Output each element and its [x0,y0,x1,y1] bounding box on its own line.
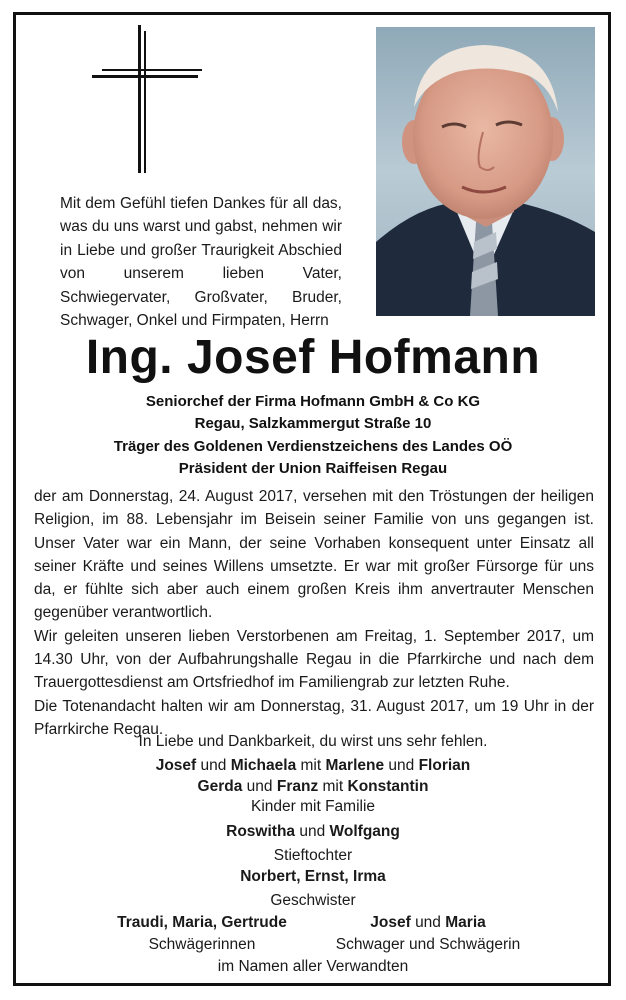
conjunction: und [388,757,415,774]
stepdaughter-names [0,822,626,866]
conjunction: und [200,757,227,774]
children-names [0,756,626,818]
footer-text: im Namen aller Verwandten [217,958,409,975]
siblings-names [0,867,626,911]
title-line: Seniorchef der Firma Hofmann GmbH & Co KG [145,393,481,410]
name: Josef [370,914,411,931]
body-paragraph: Die Totenandacht halten wir am Donnerstag, 31. August 2017, um 19 Uhr in der Pfarrkirche Regau. [34,697,594,738]
relation-label: Stieftochter [273,846,353,864]
name: Gerda [197,777,243,795]
conjunction: mit [300,757,322,774]
conjunction: und [299,823,326,840]
title-line: Präsident der Union Raiffeisen Regau [178,459,448,477]
name: Michaela [230,757,297,774]
body-paragraph: der am Donnerstag, 24. August 2017, versehen mit den Tröstungen der heiligen Religion, im 88. Lebensjahr im Beisein seiner Familie von uns gegangen ist. Unser Vater war ein Mann, der seine Vorhaben konsequent unter Einsatz all seiner Kräfte und seines Willens umsetzte. Er war mit großer Fürsorge für uns da, er fühlte sich aber auch einem großen Kreis ihm anvertrauter Menschen gegenüber verantwortlich. [34,488,594,622]
name: Josef [155,757,197,774]
relation-label: Geschwister [270,891,356,909]
portrait-image [376,27,595,316]
name: Wolfgang [329,823,400,840]
body-text [34,485,594,741]
intro-text: Mit dem Gefühl tiefen Dankes für all das, was du uns warst und gabst, nehmen wir in Liebe und großer Traurigkeit Abschied von unserem lieben Vater, Schwiegervater, Großvater, Bruder, Schwager, Onkel und Firmpaten, Herrn [60,195,342,330]
relation-label: Schwager und Schwägerin [335,936,521,953]
relation-label: Kinder mit Familie [250,798,376,815]
name: Maria [445,914,486,931]
conjunction: mit [322,777,344,795]
portrait-photo [376,27,595,316]
brother-in-law-block [308,912,548,956]
name: Florian [418,757,471,774]
name: Franz [276,777,319,795]
name: Traudi, Maria, Gertrude [117,914,287,931]
cross-icon [92,25,202,175]
name: Marlene [325,757,385,774]
titles-block [0,391,626,480]
deceased-name: Ing. Josef Hofmann [85,331,541,384]
relation-label: Schwägerinnen [148,936,256,953]
closing-line: In Liebe und Dankbarkeit, du wirst uns sehr fehlen. [138,733,488,750]
conjunction: und [246,777,273,795]
conjunction: und [415,914,441,931]
body-paragraph: Wir geleiten unseren lieben Verstorbenen am Freitag, 1. September 2017, um 14.30 Uhr, von der Aufbahrungshalle Regau in die Pfarrkirche und nach dem Trauergottesdienst am Ortsfriedhof im Familiengrab zur letzten Ruhe. [34,627,594,692]
name: Norbert, Ernst, Irma [240,868,386,885]
title-line: Träger des Goldenen Verdienstzeichens des Landes OÖ [113,437,513,455]
title-line: Regau, Salzkammergut Straße 10 [194,415,432,433]
name: Roswitha [226,823,296,840]
sisters-in-law-block [82,912,322,956]
name: Konstantin [347,777,429,795]
